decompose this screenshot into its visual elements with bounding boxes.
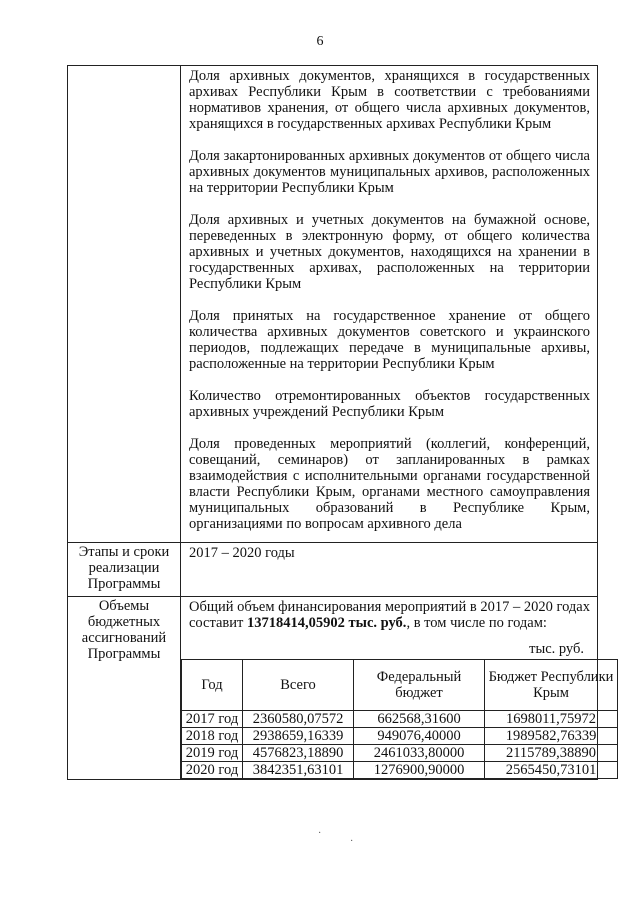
cell-total: 2938659,16339 xyxy=(243,728,354,745)
finance-row xyxy=(68,597,598,780)
cell-total: 2360580,07572 xyxy=(243,711,354,728)
table-row xyxy=(182,762,618,779)
finance-header-row xyxy=(182,660,618,711)
header-federal: Федеральный бюджет xyxy=(354,660,485,711)
cell-federal: 662568,31600 xyxy=(354,711,485,728)
cell-year: 2019 год xyxy=(182,745,243,762)
cell-year: 2018 год xyxy=(182,728,243,745)
finance-description xyxy=(189,599,590,631)
finance-label: Объемы бюджетных ассигнований Программы xyxy=(68,597,181,780)
table-row xyxy=(182,745,618,762)
indicators-label-cell xyxy=(68,66,181,543)
table-row xyxy=(182,711,618,728)
finance-unit: тыс. руб. xyxy=(529,641,584,657)
cell-regional: 2565450,73101 xyxy=(485,762,618,779)
stages-value: 2017 – 2020 годы xyxy=(181,543,598,597)
finance-text-before: Общий объем финансирования мероприятий в 2017 – 2020 годах составит xyxy=(189,599,590,631)
program-passport-table xyxy=(67,65,614,780)
cell-year: 2017 год xyxy=(182,711,243,728)
indicator-item: Доля архивных и учетных документов на бумажной основе, переведенных в электронную форму, от общего количества архивных и учетных документов, находящихся на хранении в государственных архивах, расположенных на территории Республики Крым xyxy=(189,212,590,292)
cell-regional: 1698011,75972 xyxy=(485,711,618,728)
cell-federal: 2461033,80000 xyxy=(354,745,485,762)
indicator-item: Доля принятых на государственное хранение от общего количества архивных документов советского и украинского периодов, подлежащих передаче в муниципальные архивы, расположенные на территории Республики Крым xyxy=(189,308,590,372)
stages-row xyxy=(68,543,598,597)
scan-speck: · xyxy=(350,836,354,847)
cell-regional: 2115789,38890 xyxy=(485,745,618,762)
table-row xyxy=(182,728,618,745)
header-regional: Бюджет Республики Крым xyxy=(485,660,618,711)
finance-cell xyxy=(181,597,614,780)
header-year: Год xyxy=(182,660,243,711)
scan-speck: · xyxy=(318,828,322,839)
cell-federal: 1276900,90000 xyxy=(354,762,485,779)
indicator-item: Доля проведенных мероприятий (коллегий, конференций, совещаний, семинаров) от запланированных в рамках взаимодействия с исполнительными органами государственной власти Республики Крым, органами местного самоуправления муниципальных образований в Республике Крым, организациями по вопросам архивного дела xyxy=(189,436,590,532)
cell-federal: 949076,40000 xyxy=(354,728,485,745)
finance-text-after: , в том числе по годам: xyxy=(406,615,547,631)
cell-total: 4576823,18890 xyxy=(243,745,354,762)
finance-total: 13718414,05902 тыс. руб. xyxy=(247,615,407,631)
indicators-row xyxy=(68,66,598,543)
indicators-cell xyxy=(181,66,598,543)
stages-label: Этапы и сроки реализации Программы xyxy=(68,543,181,597)
indicator-item: Количество отремонтированных объектов государственных архивных учреждений Республики Крым xyxy=(189,388,590,420)
indicator-item: Доля архивных документов, хранящихся в государственных архивах Республики Крым в соответствии с требованиями нормативов хранения, от общего числа архивных документов, хранящихся в государственных архивах Республики Крым xyxy=(189,68,590,132)
page-number: 6 xyxy=(316,34,324,49)
cell-total: 3842351,63101 xyxy=(243,762,354,779)
cell-year: 2020 год xyxy=(182,762,243,779)
indicator-item: Доля закартонированных архивных документов от общего числа архивных документов муниципальных архивов, расположенных на территории Республики Крым xyxy=(189,148,590,196)
header-total: Всего xyxy=(243,660,354,711)
finance-table xyxy=(181,659,618,779)
cell-regional: 1989582,76339 xyxy=(485,728,618,745)
